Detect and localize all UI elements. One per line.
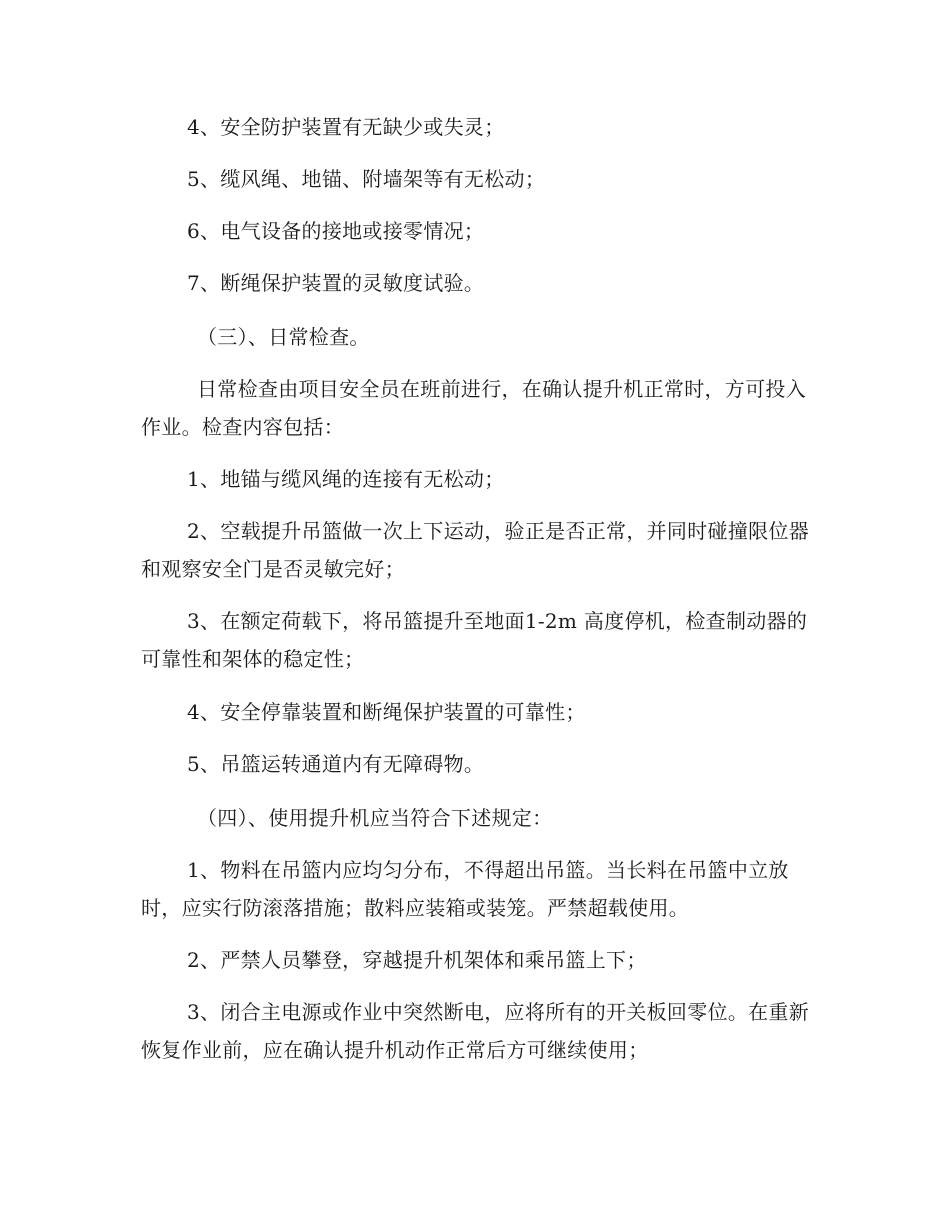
usage-rule-2: 2、严禁人员攀登，穿越提升机架体和乘吊篮上下；	[187, 948, 647, 972]
daily-item-5: 5、吊篮运转通道内有无障碍物。	[187, 752, 485, 776]
section-heading-usage-rules: （四）、使用提升机应当符合下述规定：	[197, 806, 553, 830]
daily-item-2: 2、空载提升吊篮做一次上下运动，验正是否正常，并同时碰撞限位器和观察安全门是否灵敏完好；	[141, 519, 810, 581]
list-item-6-grounding: 6、电气设备的接地或接零情况；	[187, 219, 485, 243]
list-item-5-guy-ropes: 5、缆风绳、地锚、附墙架等有无松动；	[187, 167, 546, 191]
list-item-7-rope-break-test: 7、断绳保护装置的灵敏度试验。	[187, 271, 485, 295]
list-item-4-safety-devices: 4、安全防护装置有无缺少或失灵；	[187, 115, 505, 139]
daily-inspection-intro: 日常检查由项目安全员在班前进行，在确认提升机正常时，方可投入作业。检查内容包括：	[141, 377, 806, 439]
daily-item-3: 3、在额定荷载下，将吊篮提升至地面1-2m 高度停机，检查制动器的可靠性和架体的稳定性；	[141, 609, 808, 671]
usage-rule-1: 1、物料在吊篮内应均匀分布，不得超出吊篮。当长料在吊篮中立放时，应实行防滚落措施；散料应装箱或装笼。严禁超载使用。	[141, 858, 789, 920]
usage-rule-3: 3、闭合主电源或作业中突然断电，应将所有的开关板回零位。在重新恢复作业前，应在确认提升机动作正常后方可继续使用；	[141, 1000, 810, 1062]
daily-item-4: 4、安全停靠装置和断绳保护装置的可靠性；	[187, 700, 586, 724]
daily-item-1: 1、地锚与缆风绳的连接有无松动；	[187, 467, 505, 491]
section-heading-daily-inspection: （三）、日常检查。	[197, 325, 370, 349]
